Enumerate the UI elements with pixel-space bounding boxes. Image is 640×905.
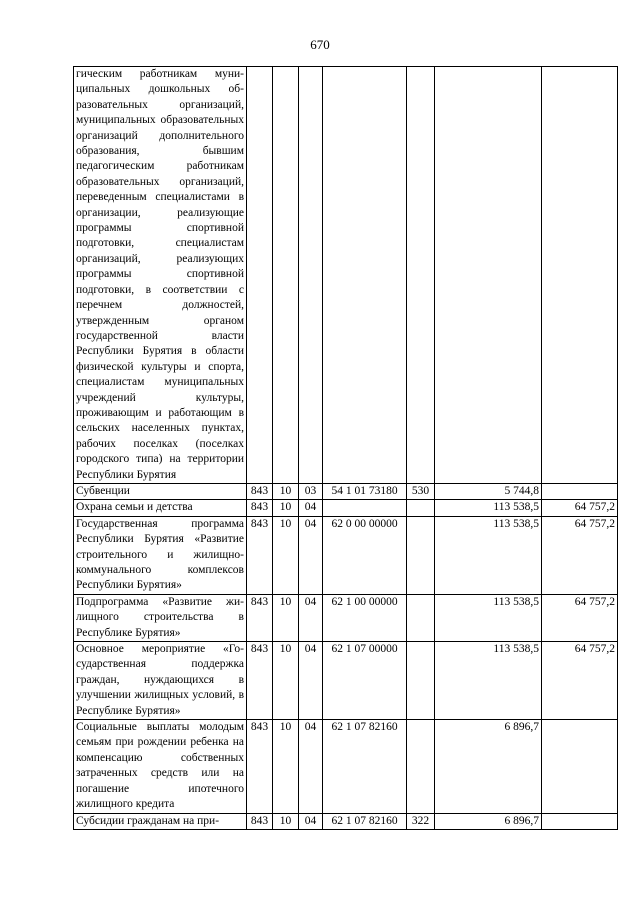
expense-type (407, 642, 435, 720)
subsection-code: 04 (299, 516, 323, 594)
section-code: 10 (273, 642, 299, 720)
ministry-code: 843 (247, 642, 273, 720)
ministry-code: 843 (247, 516, 273, 594)
ministry-code (247, 67, 273, 484)
row-description: Субвенции (74, 483, 247, 499)
expense-type: 530 (407, 483, 435, 499)
table-row (74, 813, 618, 829)
section-code: 10 (273, 720, 299, 813)
sum-year-1: 113 538,5 (435, 642, 542, 720)
sum-year-1 (435, 67, 542, 484)
sum-year-2 (542, 813, 618, 829)
row-description: Социальные выплаты молодым семьям при рождении ребенка на компенсацию собственных затраченных средств или на погашение ипотечного жилищного кредита (74, 720, 247, 813)
sum-year-1: 5 744,8 (435, 483, 542, 499)
subsection-code: 04 (299, 642, 323, 720)
section-code: 10 (273, 500, 299, 516)
target-article (323, 500, 407, 516)
sum-year-2: 64 757,2 (542, 500, 618, 516)
sum-year-2 (542, 67, 618, 484)
expense-type (407, 720, 435, 813)
expense-type: 322 (407, 813, 435, 829)
target-article: 62 1 07 82160 (323, 720, 407, 813)
expense-type (407, 67, 435, 484)
target-article: 62 1 07 82160 (323, 813, 407, 829)
sum-year-1: 113 538,5 (435, 500, 542, 516)
row-description: Основное мероприятие «Государственная поддержка граждан, нуждающихся в улучшении жилищных условий, в Республике Бурятия» (74, 642, 247, 720)
table-row (74, 594, 618, 641)
section-code (273, 67, 299, 484)
subsection-code: 04 (299, 813, 323, 829)
sum-year-1: 6 896,7 (435, 720, 542, 813)
expense-type (407, 500, 435, 516)
sum-year-2 (542, 483, 618, 499)
target-article: 62 1 07 00000 (323, 642, 407, 720)
section-code: 10 (273, 483, 299, 499)
table-row (74, 67, 618, 484)
row-description: Подпрограмма «Развитие жилищного строительства в Республике Бурятия» (74, 594, 247, 641)
table-row (74, 483, 618, 499)
row-description: Государственная программа Республики Бурятия «Развитие строительного и жилищно-коммунального комплексов Республики Бурятия» (74, 516, 247, 594)
expense-type (407, 594, 435, 641)
subsection-code: 04 (299, 594, 323, 641)
ministry-code: 843 (247, 720, 273, 813)
table-row (74, 720, 618, 813)
row-description: гическим работникам муниципальных дошкольных образовательных организаций, муниципальных образовательных организаций дополнительного образования, бывшим педагогическим работникам образовательных организаций, переведенным специалистами в организации, реализующие программы спортивной подготовки, специалистам организаций, реализующих программы спортивной подготовки, в соответствии с перечнем должностей, утвержденным органом государственной власти Республики Бурятия в области физической культуры и спорта, специалистам муниципальных учреждений культуры, проживающим и работающим в сельских населенных пунктах, рабочих поселках (поселках городского типа) на территории Республики Бурятия (74, 67, 247, 484)
page-number: 670 (310, 37, 330, 52)
table-row (74, 516, 618, 594)
target-article: 54 1 01 73180 (323, 483, 407, 499)
sum-year-2 (542, 720, 618, 813)
ministry-code: 843 (247, 500, 273, 516)
target-article (323, 67, 407, 484)
target-article: 62 1 00 00000 (323, 594, 407, 641)
budget-table (73, 66, 618, 830)
table-row (74, 642, 618, 720)
ministry-code: 843 (247, 813, 273, 829)
sum-year-1: 113 538,5 (435, 516, 542, 594)
sum-year-1: 6 896,7 (435, 813, 542, 829)
subsection-code: 04 (299, 720, 323, 813)
table-row (74, 500, 618, 516)
section-code: 10 (273, 516, 299, 594)
subsection-code (299, 67, 323, 484)
ministry-code: 843 (247, 594, 273, 641)
target-article: 62 0 00 00000 (323, 516, 407, 594)
subsection-code: 03 (299, 483, 323, 499)
sum-year-2: 64 757,2 (542, 516, 618, 594)
subsection-code: 04 (299, 500, 323, 516)
sum-year-1: 113 538,5 (435, 594, 542, 641)
sum-year-2: 64 757,2 (542, 642, 618, 720)
sum-year-2: 64 757,2 (542, 594, 618, 641)
ministry-code: 843 (247, 483, 273, 499)
row-description: Субсидии гражданам на при- (74, 813, 247, 829)
expense-type (407, 516, 435, 594)
section-code: 10 (273, 594, 299, 641)
section-code: 10 (273, 813, 299, 829)
row-description: Охрана семьи и детства (74, 500, 247, 516)
